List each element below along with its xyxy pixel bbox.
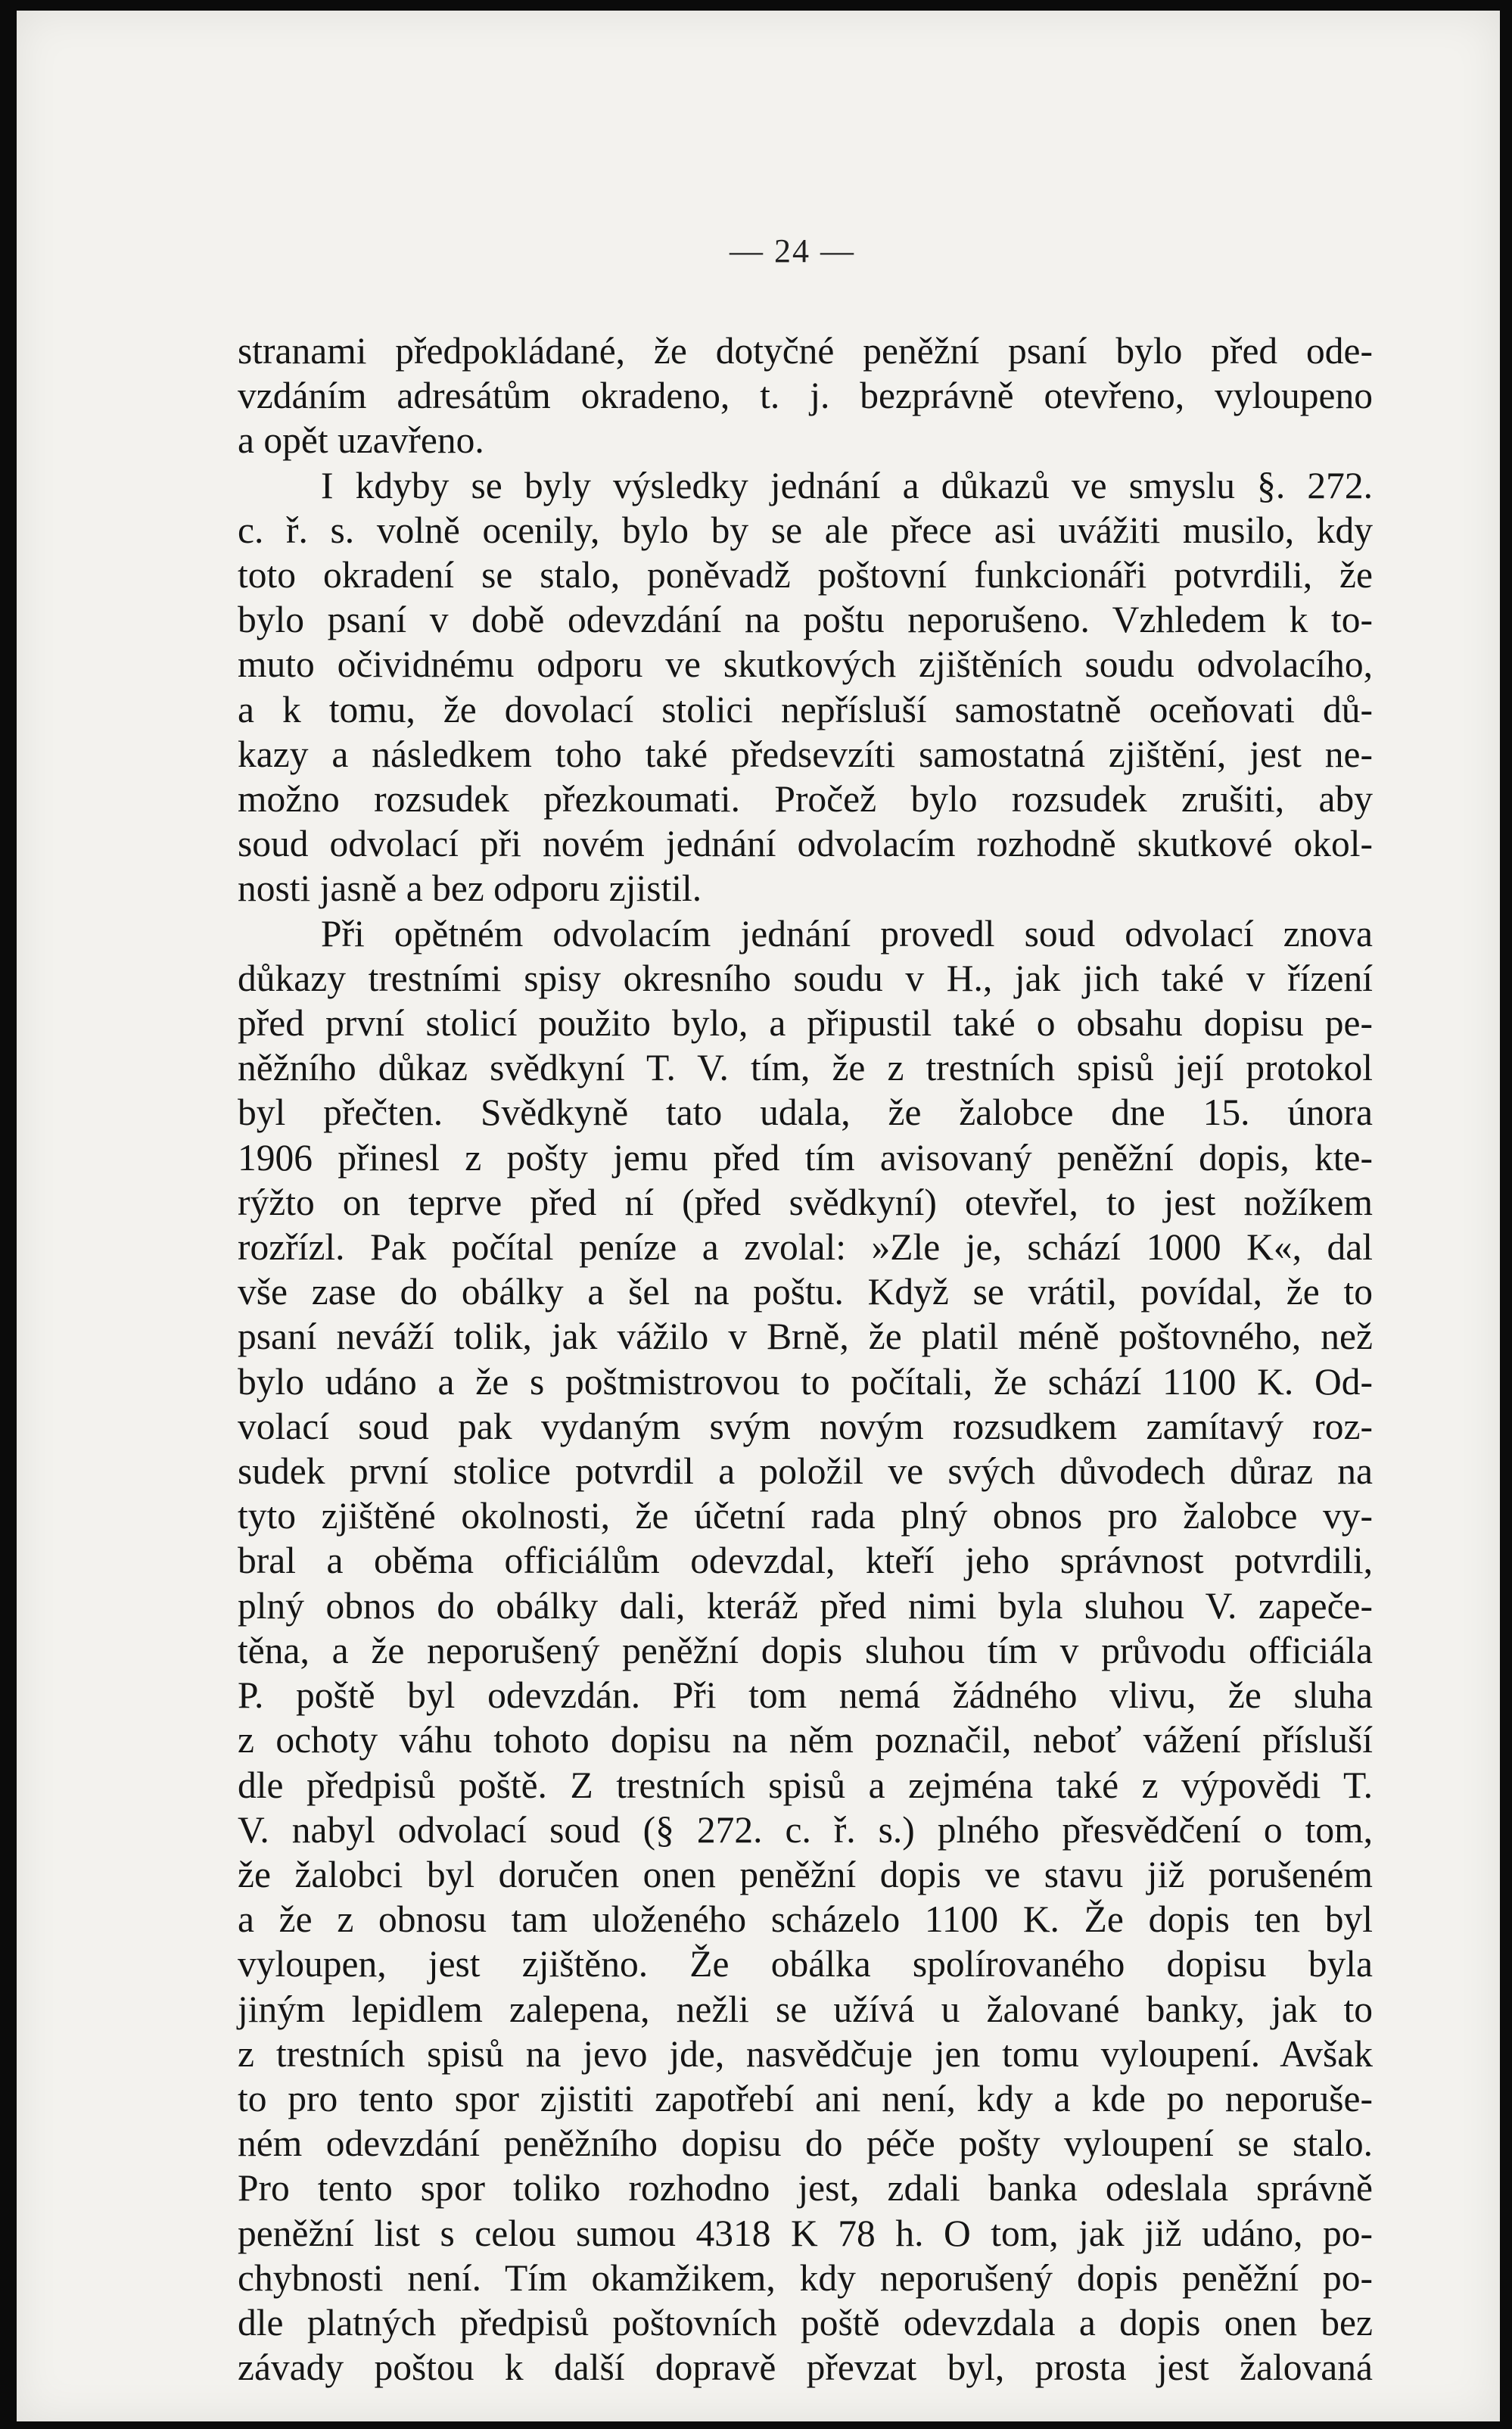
text-line: c. ř. s. volně ocenily, bylo by se ale přece asi uvážiti musilo, kdy [238, 509, 1373, 551]
text-line: těna, a že neporušený peněžní dopis sluhou tím v průvodu officiála [238, 1629, 1373, 1671]
text-line: dle předpisů poště. Z trestních spisů a zejména také z výpovědi T. [238, 1764, 1373, 1806]
text-line: to pro tento spor zjistiti zapotřebí ani není, kdy a kde po neporuše- [238, 2077, 1373, 2119]
text-line: bylo udáno a že s poštmistrovou to počítali, že schází 1100 K. Od- [238, 1360, 1373, 1403]
text-line: V. nabyl odvolací soud (§ 272. c. ř. s.) plného přesvědčení o tom, [238, 1808, 1373, 1851]
text-line: volací soud pak vydaným svým novým rozsudkem zamítavý roz- [238, 1405, 1373, 1447]
text-line: že žalobci byl doručen onen peněžní dopis ve stavu již porušeném [238, 1853, 1373, 1895]
text-line: peněžní list s celou sumou 4318 K 78 h. O tom, jak již udáno, po- [238, 2212, 1373, 2254]
body-text [238, 329, 1373, 2390]
text-line: soud odvolací při novém jednání odvolacím rozhodně skutkové okol- [238, 823, 1373, 865]
text-line: psaní neváží tolik, jak vážilo v Brně, že platil méně poštovného, než [238, 1316, 1373, 1358]
text-line: bylo psaní v době odevzdání na poštu neporušeno. Vzhledem k to- [238, 599, 1373, 641]
text-line: toto okradení se stalo, poněvadž poštovní funkcionáři potvrdili, že [238, 554, 1373, 596]
text-line: jiným lepidlem zalepena, nežli se užívá u žalované banky, jak to [238, 1988, 1373, 2030]
text-line: nosti jasně a bez odporu zjistil. [238, 867, 702, 910]
document-page [17, 11, 1500, 2421]
text-line: kazy a následkem toho také předsevzíti samostatná zjištění, jest ne- [238, 733, 1373, 775]
text-line: z trestních spisů na jevo jde, nasvědčuje jen tomu vyloupení. Avšak [238, 2032, 1373, 2075]
text-line: Pro tento spor toliko rozhodno jest, zdali banka odeslala správně [238, 2167, 1373, 2209]
text-line: byl přečten. Svědkyně tato udala, že žalobce dne 15. února [238, 1091, 1373, 1134]
text-line: a k tomu, že dovolací stolici nepřísluší samostatně oceňovati dů- [238, 688, 1373, 730]
text-line: rýžto on teprve před ní (před svědkyní) otevřel, to jest nožíkem [238, 1181, 1373, 1223]
text-line: vše zase do obálky a šel na poštu. Když se vrátil, povídal, že to [238, 1271, 1373, 1313]
text-line: vyloupen, jest zjištěno. Že obálka spolírovaného dopisu byla [238, 1943, 1373, 1985]
text-line: tyto zjištěné okolnosti, že účetní rada plný obnos pro žalobce vy- [238, 1495, 1373, 1537]
text-line: sudek první stolice potvrdil a položil ve svých důvodech důraz na [238, 1450, 1373, 1493]
text-line: z ochoty váhu tohoto dopisu na něm poznačil, neboť vážení přísluší [238, 1719, 1373, 1761]
text-line: bral a oběma officiálům odevzdal, kteří jeho správnost potvrdili, [238, 1540, 1373, 1582]
text-line: 1906 přinesl z pošty jemu před tím avisovaný peněžní dopis, kte- [238, 1136, 1373, 1179]
text-line: P. poště byl odevzdán. Při tom nemá žádného vlivu, že sluha [238, 1674, 1373, 1717]
text-line: dle platných předpisů poštovních poště odevzdala a dopis onen bez [238, 2301, 1373, 2343]
text-line: rozřízl. Pak počítal peníze a zvolal: »Zle je, schází 1000 K«, dal [238, 1226, 1373, 1269]
text-line: vzdáním adresátům okradeno, t. j. bezprávně otevřeno, vyloupeno [238, 375, 1373, 417]
text-line: a že z obnosu tam uloženého scházelo 1100 K. Že dopis ten byl [238, 1898, 1373, 1941]
page-number: — 24 — [730, 232, 855, 269]
text-line: možno rozsudek přezkoumati. Pročež bylo rozsudek zrušiti, aby [238, 778, 1373, 821]
text-line: závady poštou k další dopravě převzat byl, prosta jest žalovaná [238, 2346, 1373, 2389]
text-line: chybnosti není. Tím okamžikem, kdy neporušený dopis peněžní po- [238, 2256, 1373, 2299]
text-line: plný obnos do obálky dali, kteráž před nimi byla sluhou V. zapeče- [238, 1584, 1373, 1627]
text-line: důkazy trestními spisy okresního soudu v H., jak jich také v řízení [238, 957, 1373, 999]
text-line: muto očividnému odporu ve skutkových zjištěních soudu odvolacího, [238, 643, 1373, 686]
text-line: něžního důkaz svědkyní T. V. tím, že z trestních spisů její protokol [238, 1047, 1373, 1089]
text-line: ném odevzdání peněžního dopisu do péče pošty vyloupení se stalo. [238, 2122, 1373, 2165]
text-line: stranami předpokládané, že dotyčné peněžní psaní bylo před ode- [238, 330, 1373, 372]
text-line: I kdyby se byly výsledky jednání a důkazů ve smyslu §. 272. [321, 464, 1373, 506]
text-line: a opět uzavřeno. [238, 419, 484, 462]
text-line: Při opětném odvolacím jednání provedl soud odvolací znova [321, 912, 1373, 954]
text-line: před první stolicí použito bylo, a připustil také o obsahu dopisu pe- [238, 1002, 1373, 1045]
